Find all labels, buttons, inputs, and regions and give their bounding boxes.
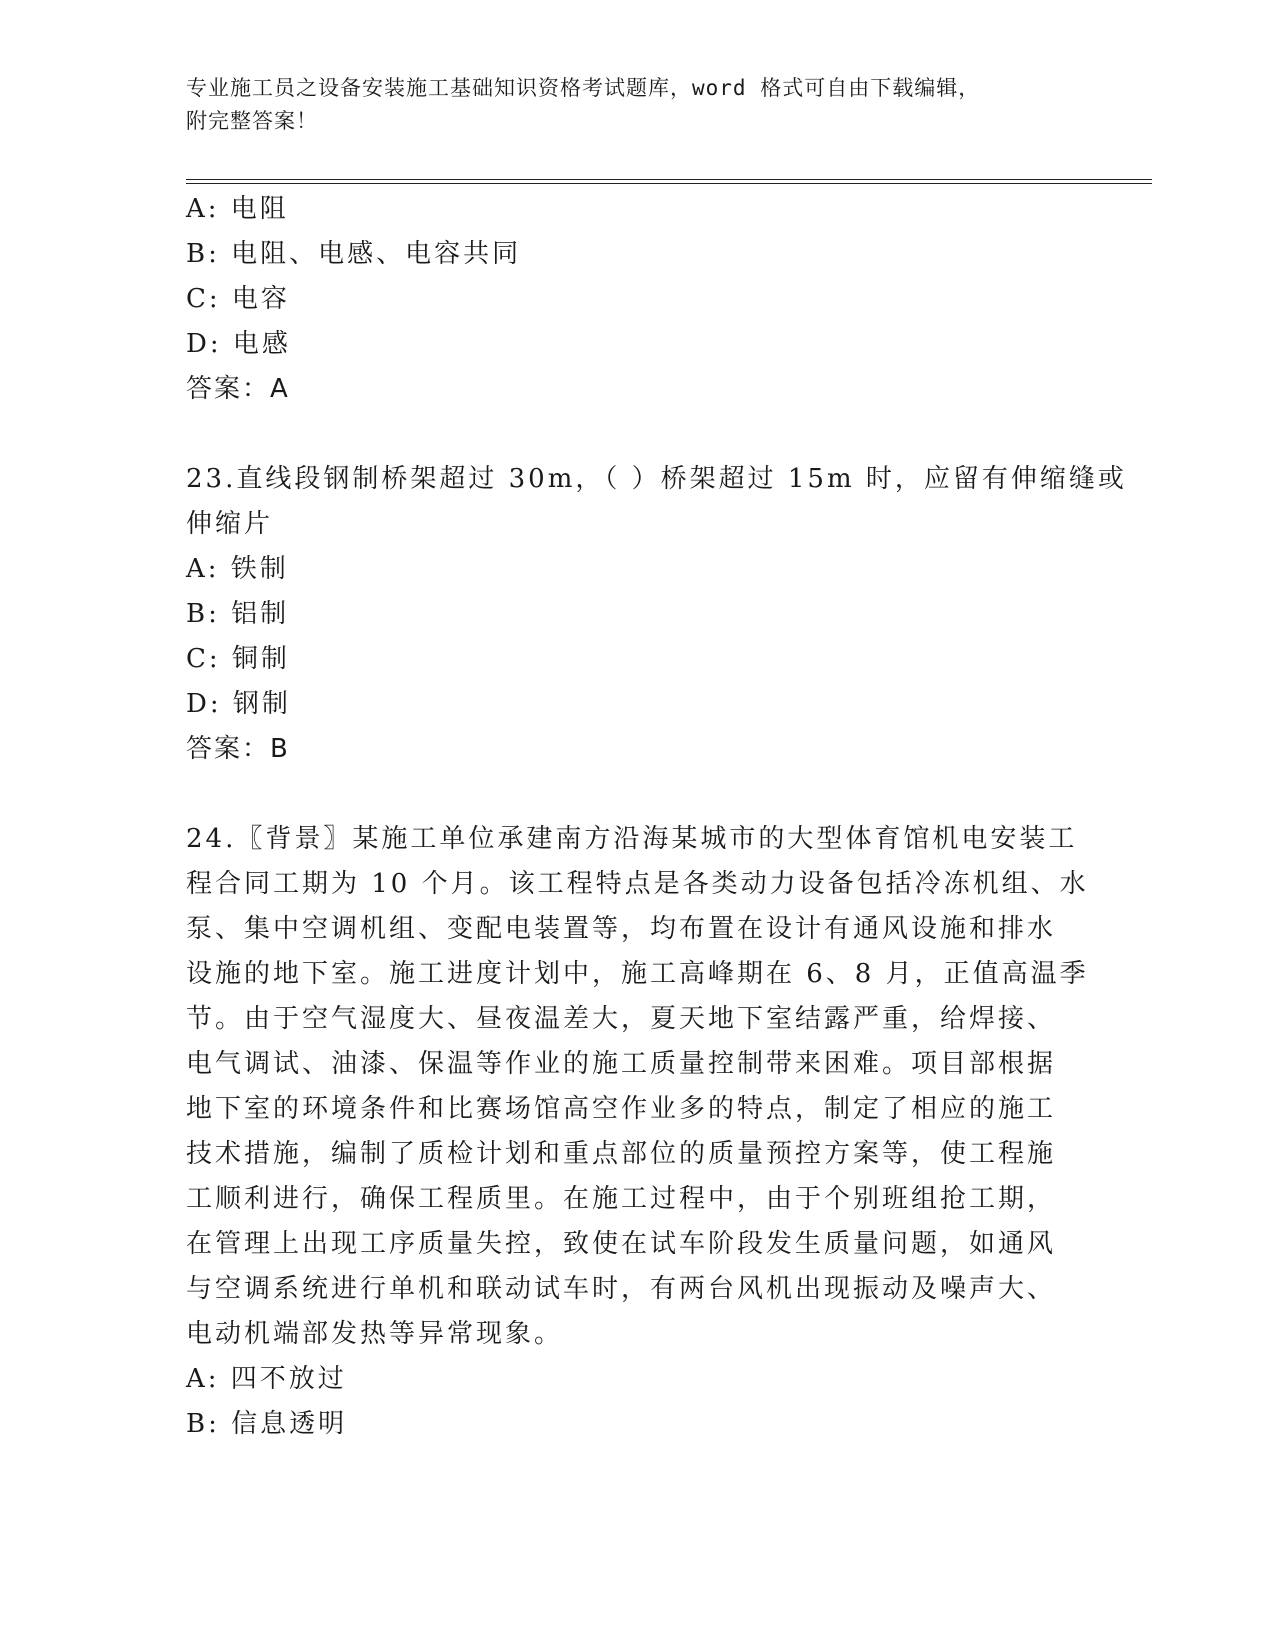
q24-stem-line-7: 地下室的环境条件和比赛场馆高空作业多的特点，制定了相应的施工 [186, 1094, 1057, 1124]
q23-option-b: B: 铝制 [186, 599, 290, 629]
header-line-1: 专业施工员之设备安装施工基础知识资格考试题库，word 格式可自由下载编辑， [186, 76, 981, 100]
q24-stem-line-4: 设施的地下室。施工进度计划中，施工高峰期在 6、8 月，正值高温季 [186, 959, 1089, 989]
q24-option-b: B: 信息透明 [186, 1409, 348, 1439]
document-header [186, 72, 1086, 138]
q24-stem-line-8: 技术措施，编制了质检计划和重点部位的质量预控方案等，使工程施 [186, 1139, 1057, 1169]
q23-option-c: C: 铜制 [186, 644, 290, 674]
q24-option-a: A: 四不放过 [186, 1364, 347, 1394]
q23-answer: 答案：B [186, 734, 290, 764]
q23-option-d: D: 钢制 [186, 689, 291, 719]
q22-option-b: B: 电阻、电感、电容共同 [186, 239, 522, 269]
q24-stem-line-6: 电气调试、油漆、保温等作业的施工质量控制带来困难。项目部根据 [186, 1049, 1057, 1079]
q24-stem-line-9: 工顺利进行，确保工程质里。在施工过程中，由于个别班组抢工期， [186, 1184, 1057, 1214]
q22-answer: 答案：A [186, 374, 290, 404]
header-line-2: 附完整答案！ [186, 109, 318, 133]
header-divider-bottom [186, 183, 1152, 184]
q22-option-c: C: 电容 [186, 284, 290, 314]
q24-stem-line-2: 程合同工期为 10 个月。该工程特点是各类动力设备包括冷冻机组、水 [186, 869, 1089, 899]
q24-stem-line-5: 节。由于空气湿度大、昼夜温差大，夏天地下室结露严重，给焊接、 [186, 1004, 1057, 1034]
q24-stem-line-12: 电动机端部发热等异常现象。 [186, 1319, 564, 1349]
q24-stem-line-3: 泵、集中空调机组、变配电装置等，均布置在设计有通风设施和排水 [186, 914, 1057, 944]
q24-stem-line-1: 24.〖背景〗某施工单位承建南方沿海某城市的大型体育馆机电安装工 [186, 824, 1078, 854]
q23-stem-line-2: 伸缩片 [186, 509, 274, 539]
q23-stem-line-1: 23.直线段钢制桥架超过 30m，（ ）桥架超过 15m 时，应留有伸缩缝或 [186, 464, 1127, 494]
header-divider-top [186, 179, 1152, 180]
q24-stem-line-11: 与空调系统进行单机和联动试车时，有两台风机出现振动及噪声大、 [186, 1274, 1057, 1304]
q22-option-d: D: 电感 [186, 329, 291, 359]
q24-stem-line-10: 在管理上出现工序质量失控，致使在试车阶段发生质量问题，如通风 [186, 1229, 1057, 1259]
q23-option-a: A: 铁制 [186, 554, 289, 584]
q22-option-a: A: 电阻 [186, 194, 289, 224]
